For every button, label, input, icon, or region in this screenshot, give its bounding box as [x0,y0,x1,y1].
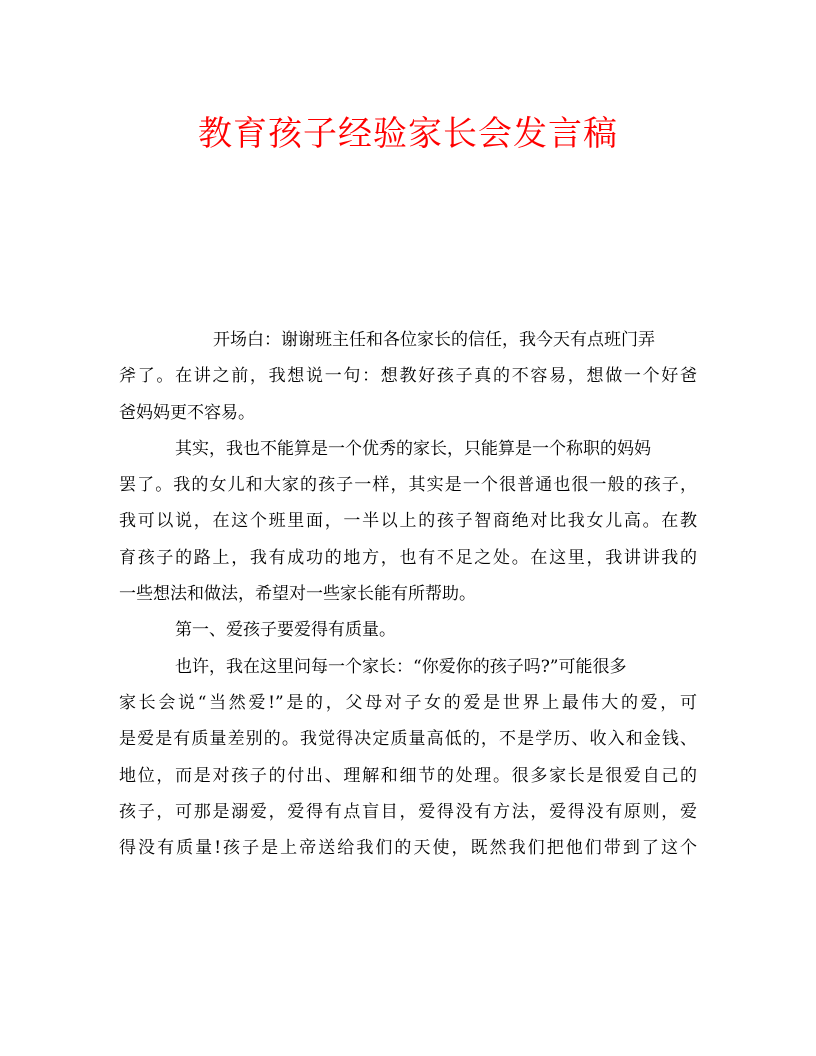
document-body [119,322,697,866]
paragraph-line: 得没有质量!孩子是上帝送给我们的天使，既然我们把他们带到了这个 [119,838,697,859]
document-title: 教育孩子经验家长会发言稿 [198,114,618,154]
paragraph-line: 是爱是有质量差别的。我觉得决定质量高低的，不是学历、收入和金钱、 [119,729,697,750]
paragraph-line: 开场白：谢谢班主任和各位家长的信任，我今天有点班门弄 [213,330,655,350]
paragraph-love-quality [119,649,697,867]
paragraph-line: 孩子，可那是溺爱，爱得有点盲目，爱得没有方法，爱得没有原则，爱 [119,801,697,822]
paragraph-line: 爸妈妈更不容易。 [119,402,255,423]
paragraph-line: 育孩子的路上，我有成功的地方，也有不足之处。在这里，我讲讲我的 [119,547,697,568]
paragraph-line: 一些想法和做法，希望对一些家长能有所帮助。 [119,584,476,605]
paragraph-line: 也许，我在这里问每一个家长：“你爱你的孩子吗?”可能很多 [175,656,627,677]
paragraph-line: 斧了。在讲之前，我想说一句：想教好孩子真的不容易，想做一个好爸 [119,366,697,387]
paragraph-intro [119,431,697,612]
paragraph-opening [119,322,697,431]
paragraph-section-heading [119,612,697,648]
paragraph-line: 地位，而是对孩子的付出、理解和细节的处理。很多家长是很爱自己的 [119,765,697,786]
paragraph-line: 我可以说，在这个班里面，一半以上的孩子智商绝对比我女儿高。在教 [119,511,697,532]
paragraph-line: 家长会说“当然爱!”是的，父母对子女的爱是世界上最伟大的爱，可 [119,692,697,713]
paragraph-line: 其实，我也不能算是一个优秀的家长，只能算是一个称职的妈妈 [175,438,651,459]
section-heading-line: 第一、爱孩子要爱得有质量。 [175,620,396,641]
paragraph-line: 罢了。我的女儿和大家的孩子一样，其实是一个很普通也很一般的孩子， [119,475,697,496]
